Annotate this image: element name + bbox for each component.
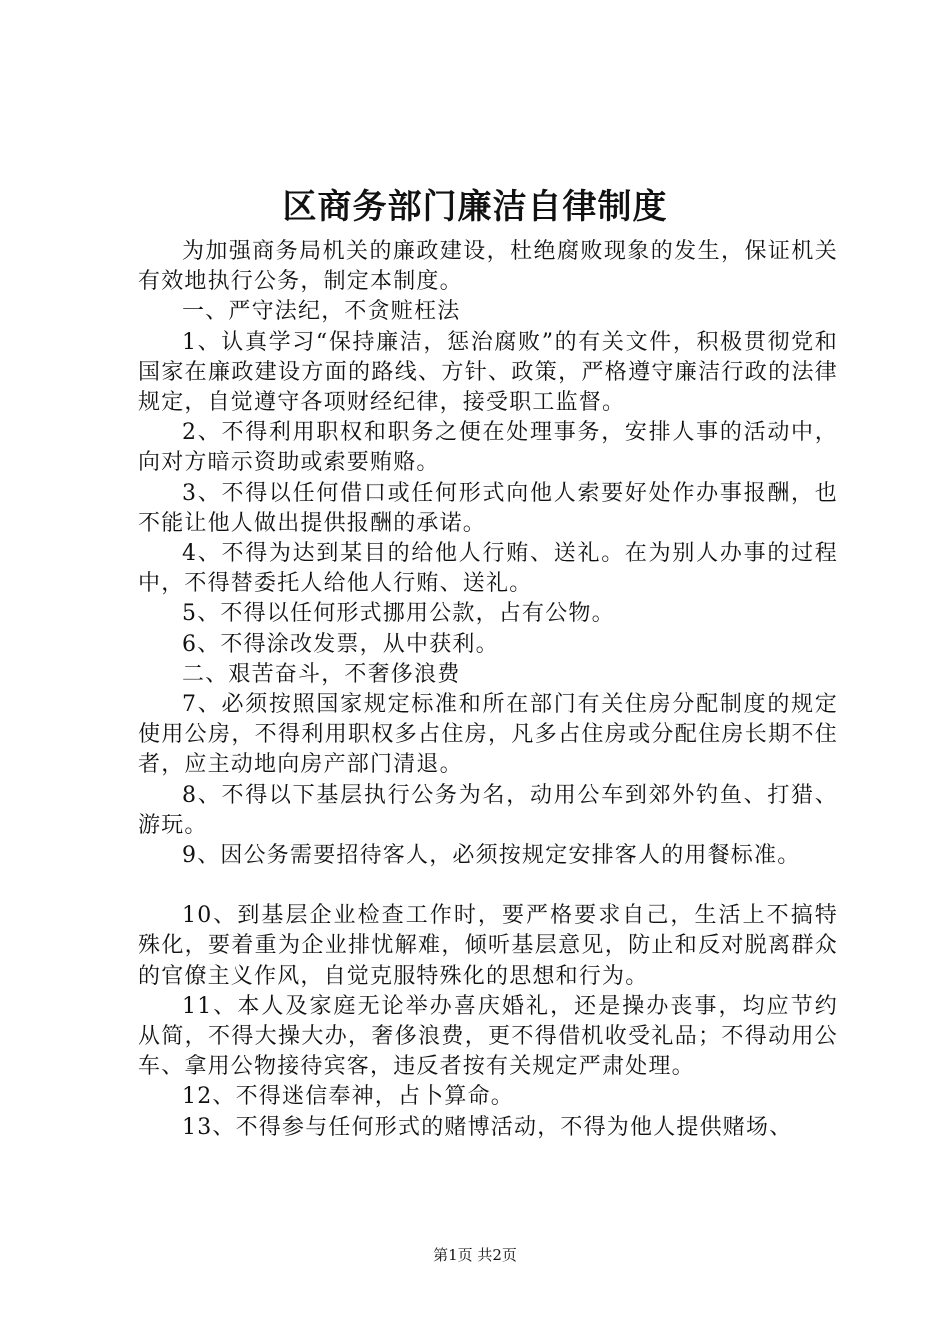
section-heading-2: 二、艰苦奋斗，不奢侈浪费 (182, 661, 461, 687)
paragraph-item-2: 2、不得利用职权和职务之便在处理事务，安排人事的活动中，向对方暗示资助或索要贿赂。 (138, 420, 838, 476)
page-footer: 第1页 共2页 (433, 1246, 517, 1264)
paragraph-item-13: 13、不得参与任何形式的赌博活动，不得为他人提供赌场、 (182, 1114, 793, 1140)
paragraph-item-11: 11、本人及家庭无论举办喜庆婚礼，还是操办丧事，均应节约从简，不得大操大办，奢侈浪费，更不得借机收受礼品；不得动用公车、拿用公物接待宾客，违反者按有关规定严肃处理。 (138, 993, 838, 1080)
paragraph-intro: 为加强商务局机关的廉政建设，杜绝腐败现象的发生，保证机关有效地执行公务，制定本制度。 (138, 239, 838, 295)
paragraph-item-1: 1、认真学习“保持廉洁，惩治腐败”的有关文件，积极贯彻党和国家在廉政建设方面的路线、方针、政策，严格遵守廉洁行政的法律规定，自觉遵守各项财经纪律，接受职工监督。 (138, 329, 838, 416)
paragraph-item-9: 9、因公务需要招待客人，必须按规定安排客人的用餐标准。 (182, 843, 801, 869)
paragraph-item-6: 6、不得涂改发票，从中获利。 (182, 631, 499, 657)
paragraph-item-8: 8、不得以下基层执行公务为名，动用公车到郊外钓鱼、打猎、游玩。 (138, 782, 838, 838)
paragraph-item-12: 12、不得迷信奉神，占卜算命。 (182, 1084, 514, 1110)
paragraph-item-3: 3、不得以任何借口或任何形式向他人索要好处作办事报酬，也不能让他人做出提供报酬的承诺。 (138, 480, 838, 536)
section-heading-1: 一、严守法纪，不贪赃枉法 (182, 299, 461, 325)
document-title: 区商务部门廉洁自律制度 (282, 187, 668, 227)
paragraph-item-10: 10、到基层企业检查工作时，要严格要求自己，生活上不搞特殊化，要着重为企业排忧解难，倾听基层意见，防止和反对脱离群众的官僚主义作风，自觉克服特殊化的思想和行为。 (138, 903, 838, 989)
document-body (138, 237, 838, 1143)
paragraph-item-5: 5、不得以任何形式挪用公款，占有公物。 (182, 601, 615, 627)
paragraph-item-7: 7、必须按照国家规定标准和所在部门有关住房分配制度的规定使用公房，不得利用职权多占住房，凡多占住房或分配住房长期不住者，应主动地向房产部门清退。 (138, 692, 838, 778)
paragraph-item-4: 4、不得为达到某目的给他人行贿、送礼。在为别人办事的过程中，不得替委托人给他人行贿、送礼。 (138, 541, 838, 597)
